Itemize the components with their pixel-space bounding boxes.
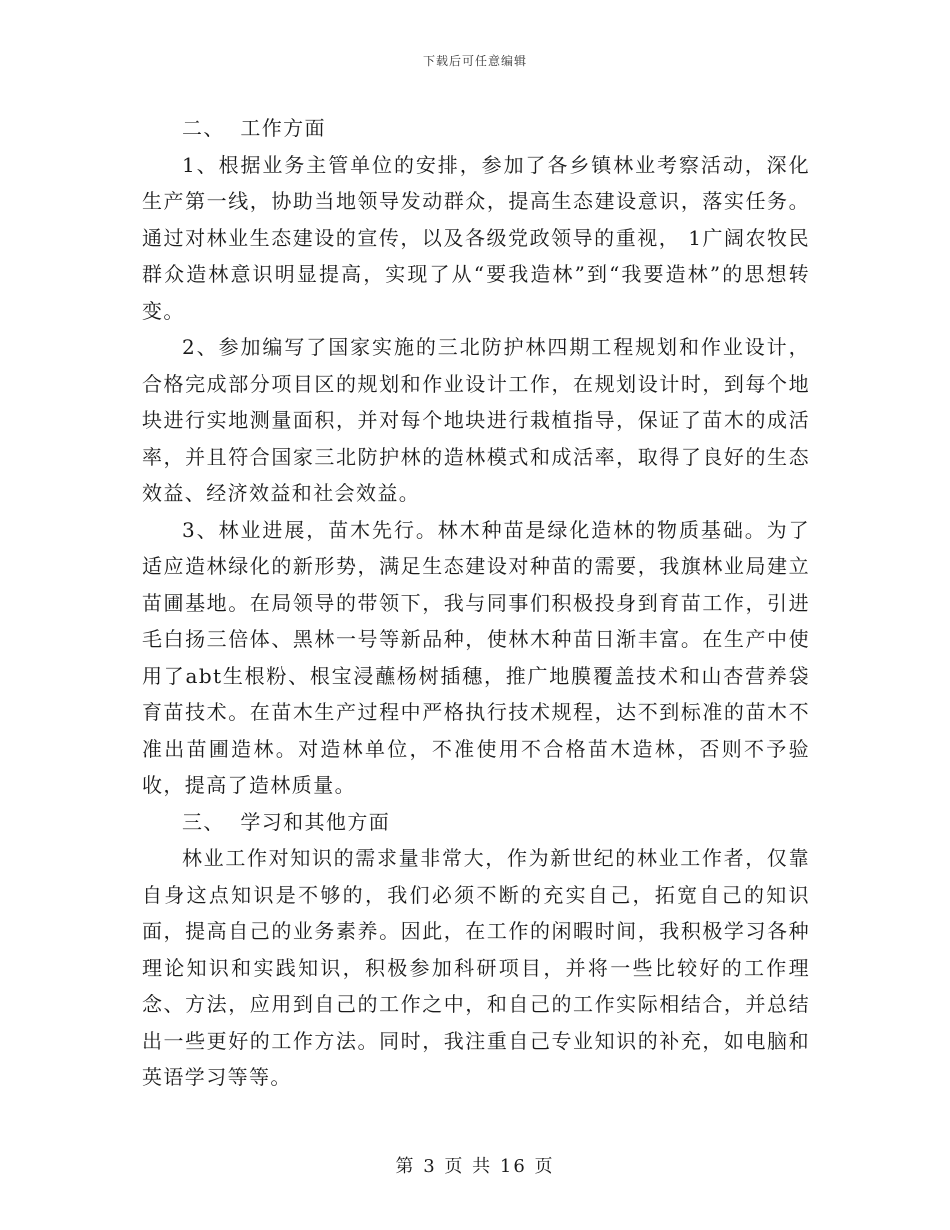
footer-label-prefix: 第 bbox=[395, 1156, 416, 1177]
paragraph-4: 林业工作对知识的需求量非常大，作为新世纪的林业工作者，仅靠自身这点知识是不够的，我们必须不断的充实自己，拓宽自己的知识面，提高自己的业务素养。因此，在工作的闲暇时间，我积极学习各种理论知识和实践知识，积极参加科研项目，并将一些比较好的工作理念、方法，应用到自己的工作之中，和自己的工作实际相结合，并总结出一些更好的工作方法。同时，我注重自己专业知识的补充，如电脑和英语学习等等。 bbox=[142, 846, 810, 1089]
section-heading-study: 三、 学习和其他方面 bbox=[182, 809, 391, 834]
footer-current-page: 3 bbox=[423, 1156, 437, 1177]
document-body bbox=[142, 110, 810, 1096]
footer-total-pages: 16 bbox=[499, 1156, 527, 1177]
page-header-note: 下载后可任意编辑 bbox=[422, 54, 527, 68]
footer-label-page: 页 bbox=[444, 1156, 465, 1177]
footer-label-total: 共 bbox=[472, 1156, 493, 1177]
footer-label-suffix: 页 bbox=[534, 1156, 555, 1177]
paragraph-2: 2、参加编写了国家实施的三北防护林四期工程规划和作业设计，合格完成部分项目区的规划和作业设计工作，在规划设计时，到每个地块进行实地测量面积，并对每个地块进行栽植指导，保证了苗木的成活率，并且符合国家三北防护林的造林模式和成活率，取得了良好的生态效益、经济效益和社会效益。 bbox=[142, 335, 810, 505]
paragraph-1: 1、根据业务主管单位的安排，参加了各乡镇林业考察活动，深化生产第一线，协助当地领导发动群众，提高生态建设意识，落实任务。通过对林业生态建设的宣传，以及各级党政领导的重视， 1广阔农牧民群众造林意识明显提高，实现了从“要我造林”到“我要造林”的思想转变。 bbox=[142, 152, 810, 323]
section-heading-work: 二、 工作方面 bbox=[182, 116, 326, 140]
paragraph-3: 3、林业进展，苗木先行。林木种苗是绿化造林的物质基础。为了适应造林绿化的新形势，满足生态建设对种苗的需要，我旗林业局建立苗圃基地。在局领导的带领下，我与同事们积极投身到育苗工作，引进毛白扬三倍体、黑林一号等新品种，使林木种苗日渐丰富。在生产中使用了abt生根粉、根宝浸蘸杨树插穗，推广地膜覆盖技术和山杏营养袋育苗技术。在苗木生产过程中严格执行技术规程，达不到标准的苗木不准出苗圃造林。对造林单位，不准使用不合格苗木造林，否则不予验收，提高了造林质量。 bbox=[142, 517, 810, 797]
page-footer bbox=[0, 1152, 950, 1178]
